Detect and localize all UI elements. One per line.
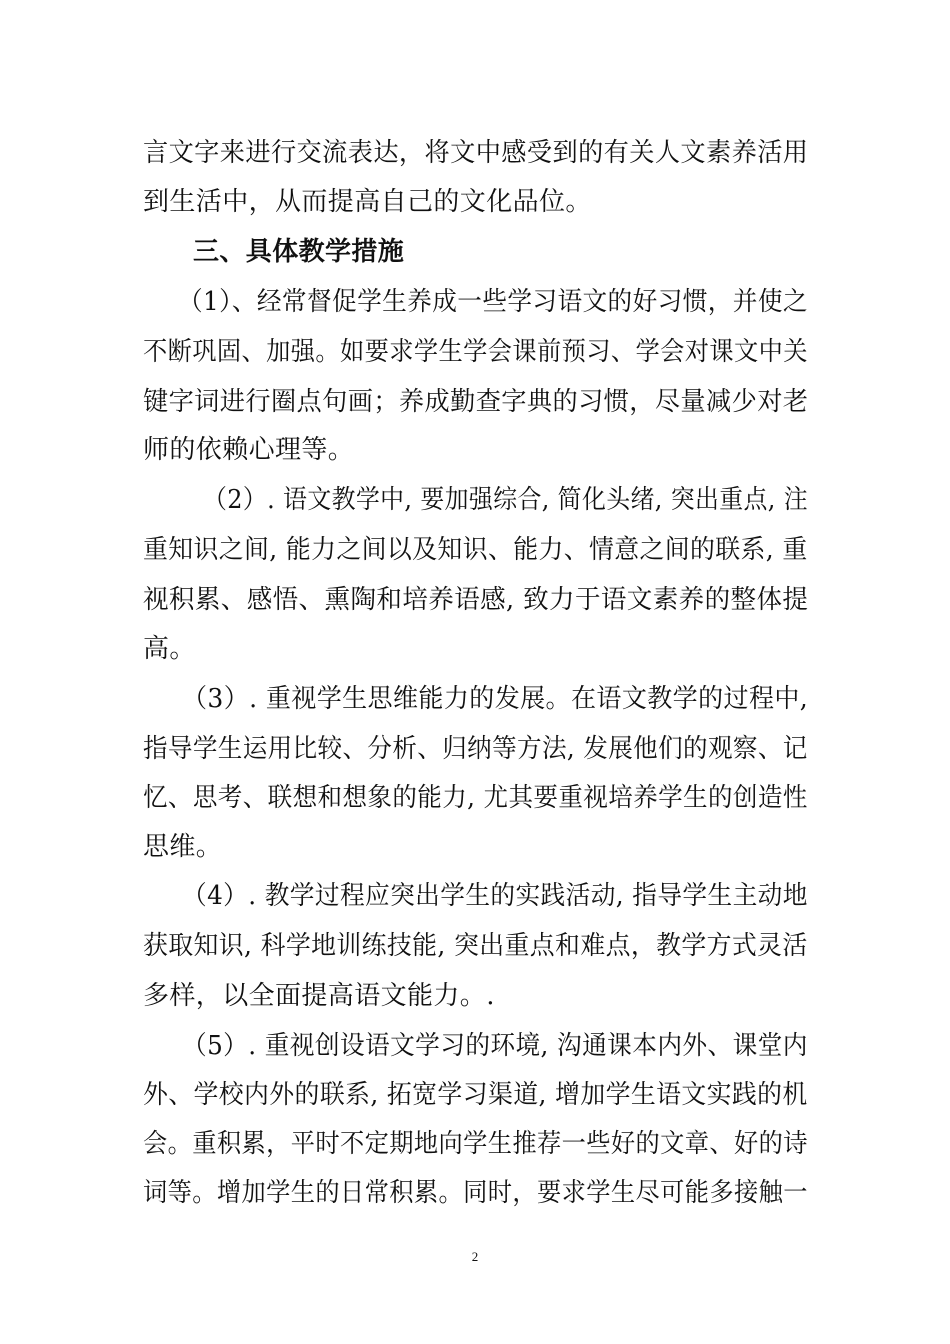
text-line: 会。重积累，平时不定期地向学生推荐一些好的文章、好的诗 (143, 1129, 808, 1159)
text-line: 外、学校内外的联系, 拓宽学习渠道, 增加学生语文实践的机 (143, 1080, 808, 1110)
text-line: （3）. 重视学生思维能力的发展。在语文教学的过程中, (182, 684, 809, 714)
text-line: 键字词进行圈点句画；养成勤查字典的习惯，尽量减少对老 (143, 387, 809, 417)
text-line: 忆、思考、联想和想象的能力, 尤其要重视培养学生的创造性 (143, 783, 808, 813)
text-line: 获取知识, 科学地训练技能, 突出重点和难点，教学方式灵活 (143, 931, 808, 961)
text-line: 到生活中，从而提高自己的文化品位。 (143, 187, 592, 217)
page-number: 2 (471, 1249, 479, 1264)
text-line: （5）. 重视创设语文学习的环境, 沟通课本内外、课堂内 (182, 1031, 808, 1061)
text-line: 重知识之间, 能力之间以及知识、能力、情意之间的联系, 重 (143, 535, 808, 565)
text-line: 多样，以全面提高语文能力。. (143, 981, 495, 1011)
text-line: （1）、经常督促学生养成一些学习语文的好习惯，并使之 (178, 287, 808, 317)
text-line: 思维。 (143, 832, 223, 862)
text-line: 言文字来进行交流表达，将文中感受到的有关人文素养活用 (143, 138, 809, 168)
text-line: 指导学生运用比较、分析、归纳等方法, 发展他们的观察、记 (143, 734, 808, 764)
text-line: 师的依赖心理等。 (143, 435, 355, 465)
text-line: 视积累、感悟、熏陶和培养语感, 致力于语文素养的整体提 (143, 585, 809, 615)
section-heading: 三、具体教学措施 (193, 237, 405, 267)
text-line: 不断巩固、加强。如要求学生学会课前预习、学会对课文中关 (143, 337, 808, 367)
text-line: （4）. 教学过程应突出学生的实践活动, 指导学生主动地 (182, 881, 808, 911)
text-line: 词等。增加学生的日常积累。同时，要求学生尽可能多接触一 (143, 1178, 808, 1208)
text-line: （2）. 语文教学中, 要加强综合, 简化头绪, 突出重点, 注 (203, 485, 809, 515)
text-line: 高。 (143, 634, 196, 664)
